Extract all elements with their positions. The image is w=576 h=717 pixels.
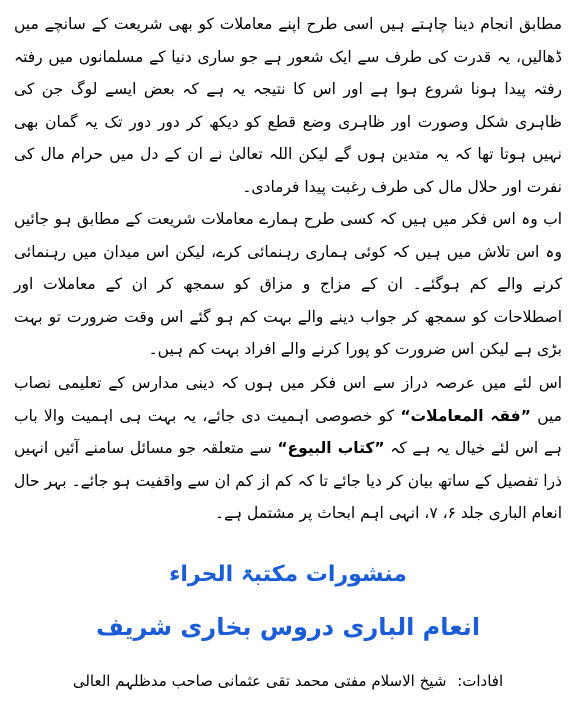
paragraph-2: اب وہ اس فکر میں ہیں کہ کسی طرح ہمارے معاملات شریعت کے مطابق ہو جائیں وہ اس تلاش میں ہیں کہ کوئی ہماری رہنمائی کرے، لیکن اس میدان میں رہنمائی کرنے والے کم ہوگئے۔ ان کے مزاج و مزاق کو سمجھ کر ان کے معاملات اور اصطلاحات کو سمجھ کر جواب دینے والے بہت کم ہو گئے اس وقت ضرورت تو بہت بڑی ہے لیکن اس ضرورت کو پورا کرنے والے افراد بہت کم ہیں۔ xyxy=(14,210,562,358)
publisher-heading: منشورات مکتبۃ الحراء xyxy=(169,562,407,587)
credit-label: افادات: xyxy=(457,672,504,690)
paragraph-3-text-2: کو خصوصی اہمیت دی جائے، یہ بہت ہی اہمیت والا باب ہے اس لئے خیال یہ ہے کہ xyxy=(14,406,562,457)
paragraph-3 xyxy=(14,367,562,530)
paragraph-3-text-3: سے متعلقہ جو مسائل سامنے آئیں انہیں ذرا تفصیل کے ساتھ بیان کر دیا جائے تا کہ کم از کم ان سے واقفیت ہو جائے۔ بہر حال انعام الباری جلد ۶، ۷، انہی اہم ابحاث پر مشتمل ہے۔ xyxy=(14,439,562,522)
paragraph-1: مطابق انجام دینا چاہتے ہیں اسی طرح اپنے معاملات کو بھی شریعت کے سانچے میں ڈھالیں، یہ قدرت کی طرف سے ایک شعور ہے جو ساری دنیا کے مسلمانوں میں رفتہ رفتہ پیدا ہونا شروع ہوا ہے اور اس کا نتیجہ یہ ہے کہ بعض ایسے لوگ جن کی ظاہری شکل وصورت اور ظاہری وضع قطع کو دیکھ کر دور دور تک یہ گمان بھی نہیں ہوتا تھا کہ یہ متدین ہوں گے لیکن اللہ تعالیٰ نے ان کے دل میں حرام مال کی نفرت اور حلال مال کی طرف رغبت پیدا فرمادی۔ xyxy=(14,15,562,196)
kitab-al-buyu-term: ”کتاب البیوع“ xyxy=(277,439,385,457)
credit-name: شیخ الاسلام مفتی محمد تقی عثمانی صاحب مدظلہم العالی xyxy=(72,672,447,690)
paragraph-3-text-1: اس لئے میں عرصہ دراز سے اس فکر میں ہوں کہ دینی مدارس کے تعلیمی نصاب میں xyxy=(14,374,562,425)
credit-line xyxy=(0,672,576,690)
series-title: انعام الباری دروس بخاری شریف xyxy=(95,613,481,641)
fiqh-al-muamalat-term: ”فقہ المعاملات“ xyxy=(400,406,531,425)
